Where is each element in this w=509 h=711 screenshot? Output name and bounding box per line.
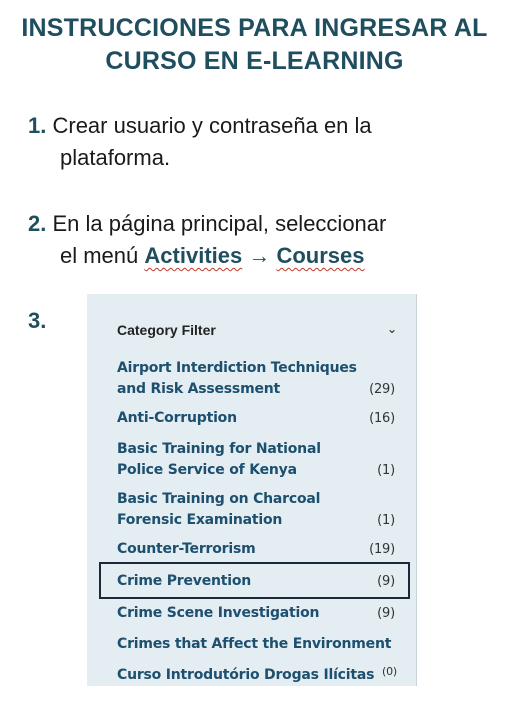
step-2-text: En la página principal, seleccionar [52,211,387,236]
category-filter-title: Category Filter [117,322,216,338]
category-item-label: Basic Training on Charcoal Forensic Examination [117,491,321,528]
arrow-right-icon: → [248,243,271,268]
category-item-count: (0) [382,665,397,678]
category-item-count: (1) [377,513,395,528]
category-item-label: Counter-Terrorism [117,541,256,557]
category-item-count: (19) [369,542,395,557]
chevron-down-icon[interactable]: ⌄ [386,322,397,336]
menu-courses-link[interactable]: Courses [276,243,365,268]
step-2-prefix: el menú [60,243,139,268]
category-item-charcoal-forensic[interactable] [117,489,397,531]
step-1-number: 1. [28,113,47,138]
category-item-counter-terrorism[interactable] [117,539,397,560]
category-item-label: Basic Training for National Police Service of Kenya [117,441,321,478]
category-item-label: Crime Scene Investigation [117,605,320,621]
menu-activities-link[interactable]: Activities [144,243,243,268]
category-item-anti-corruption[interactable] [117,408,397,429]
category-item-drogas-ilicitas[interactable] [117,665,397,686]
step-2-number: 2. [28,211,47,236]
step-3-number: 3. [28,308,47,333]
category-item-label: Curso Introdutório Drogas Ilícitas [117,667,375,683]
step-2-text-cont [28,240,386,272]
category-filter-header[interactable] [117,322,397,338]
category-item-airport[interactable] [117,358,397,400]
title-line-2: CURSO EN E-LEARNING [105,47,404,75]
category-filter-panel [87,294,417,686]
category-item-label: Anti-Corruption [117,410,237,426]
category-item-label: Crimes that Affect the Environment [117,636,392,652]
category-item-count: (16) [369,411,395,426]
category-item-crime-scene[interactable] [117,603,397,624]
step-2 [28,208,386,272]
step-1-text: Crear usuario y contraseña en la [52,113,372,138]
category-item-count: (29) [369,382,395,397]
step-1 [28,110,372,174]
category-item-label: Airport Interdiction Techniques and Risk Assessment [117,360,357,397]
category-item-kenya-police[interactable] [117,439,397,481]
title-line-1: INSTRUCCIONES PARA INGRESAR AL [21,14,488,42]
category-item-label: Crime Prevention [117,573,252,589]
category-item-environment-crimes[interactable] [117,634,397,655]
category-item-count: (9) [377,606,395,621]
step-1-text-cont: plataforma. [60,145,171,170]
page-title [0,12,509,78]
selected-category-highlight [99,562,410,599]
category-item-count: (1) [377,463,395,478]
category-item-count: (9) [377,574,395,589]
